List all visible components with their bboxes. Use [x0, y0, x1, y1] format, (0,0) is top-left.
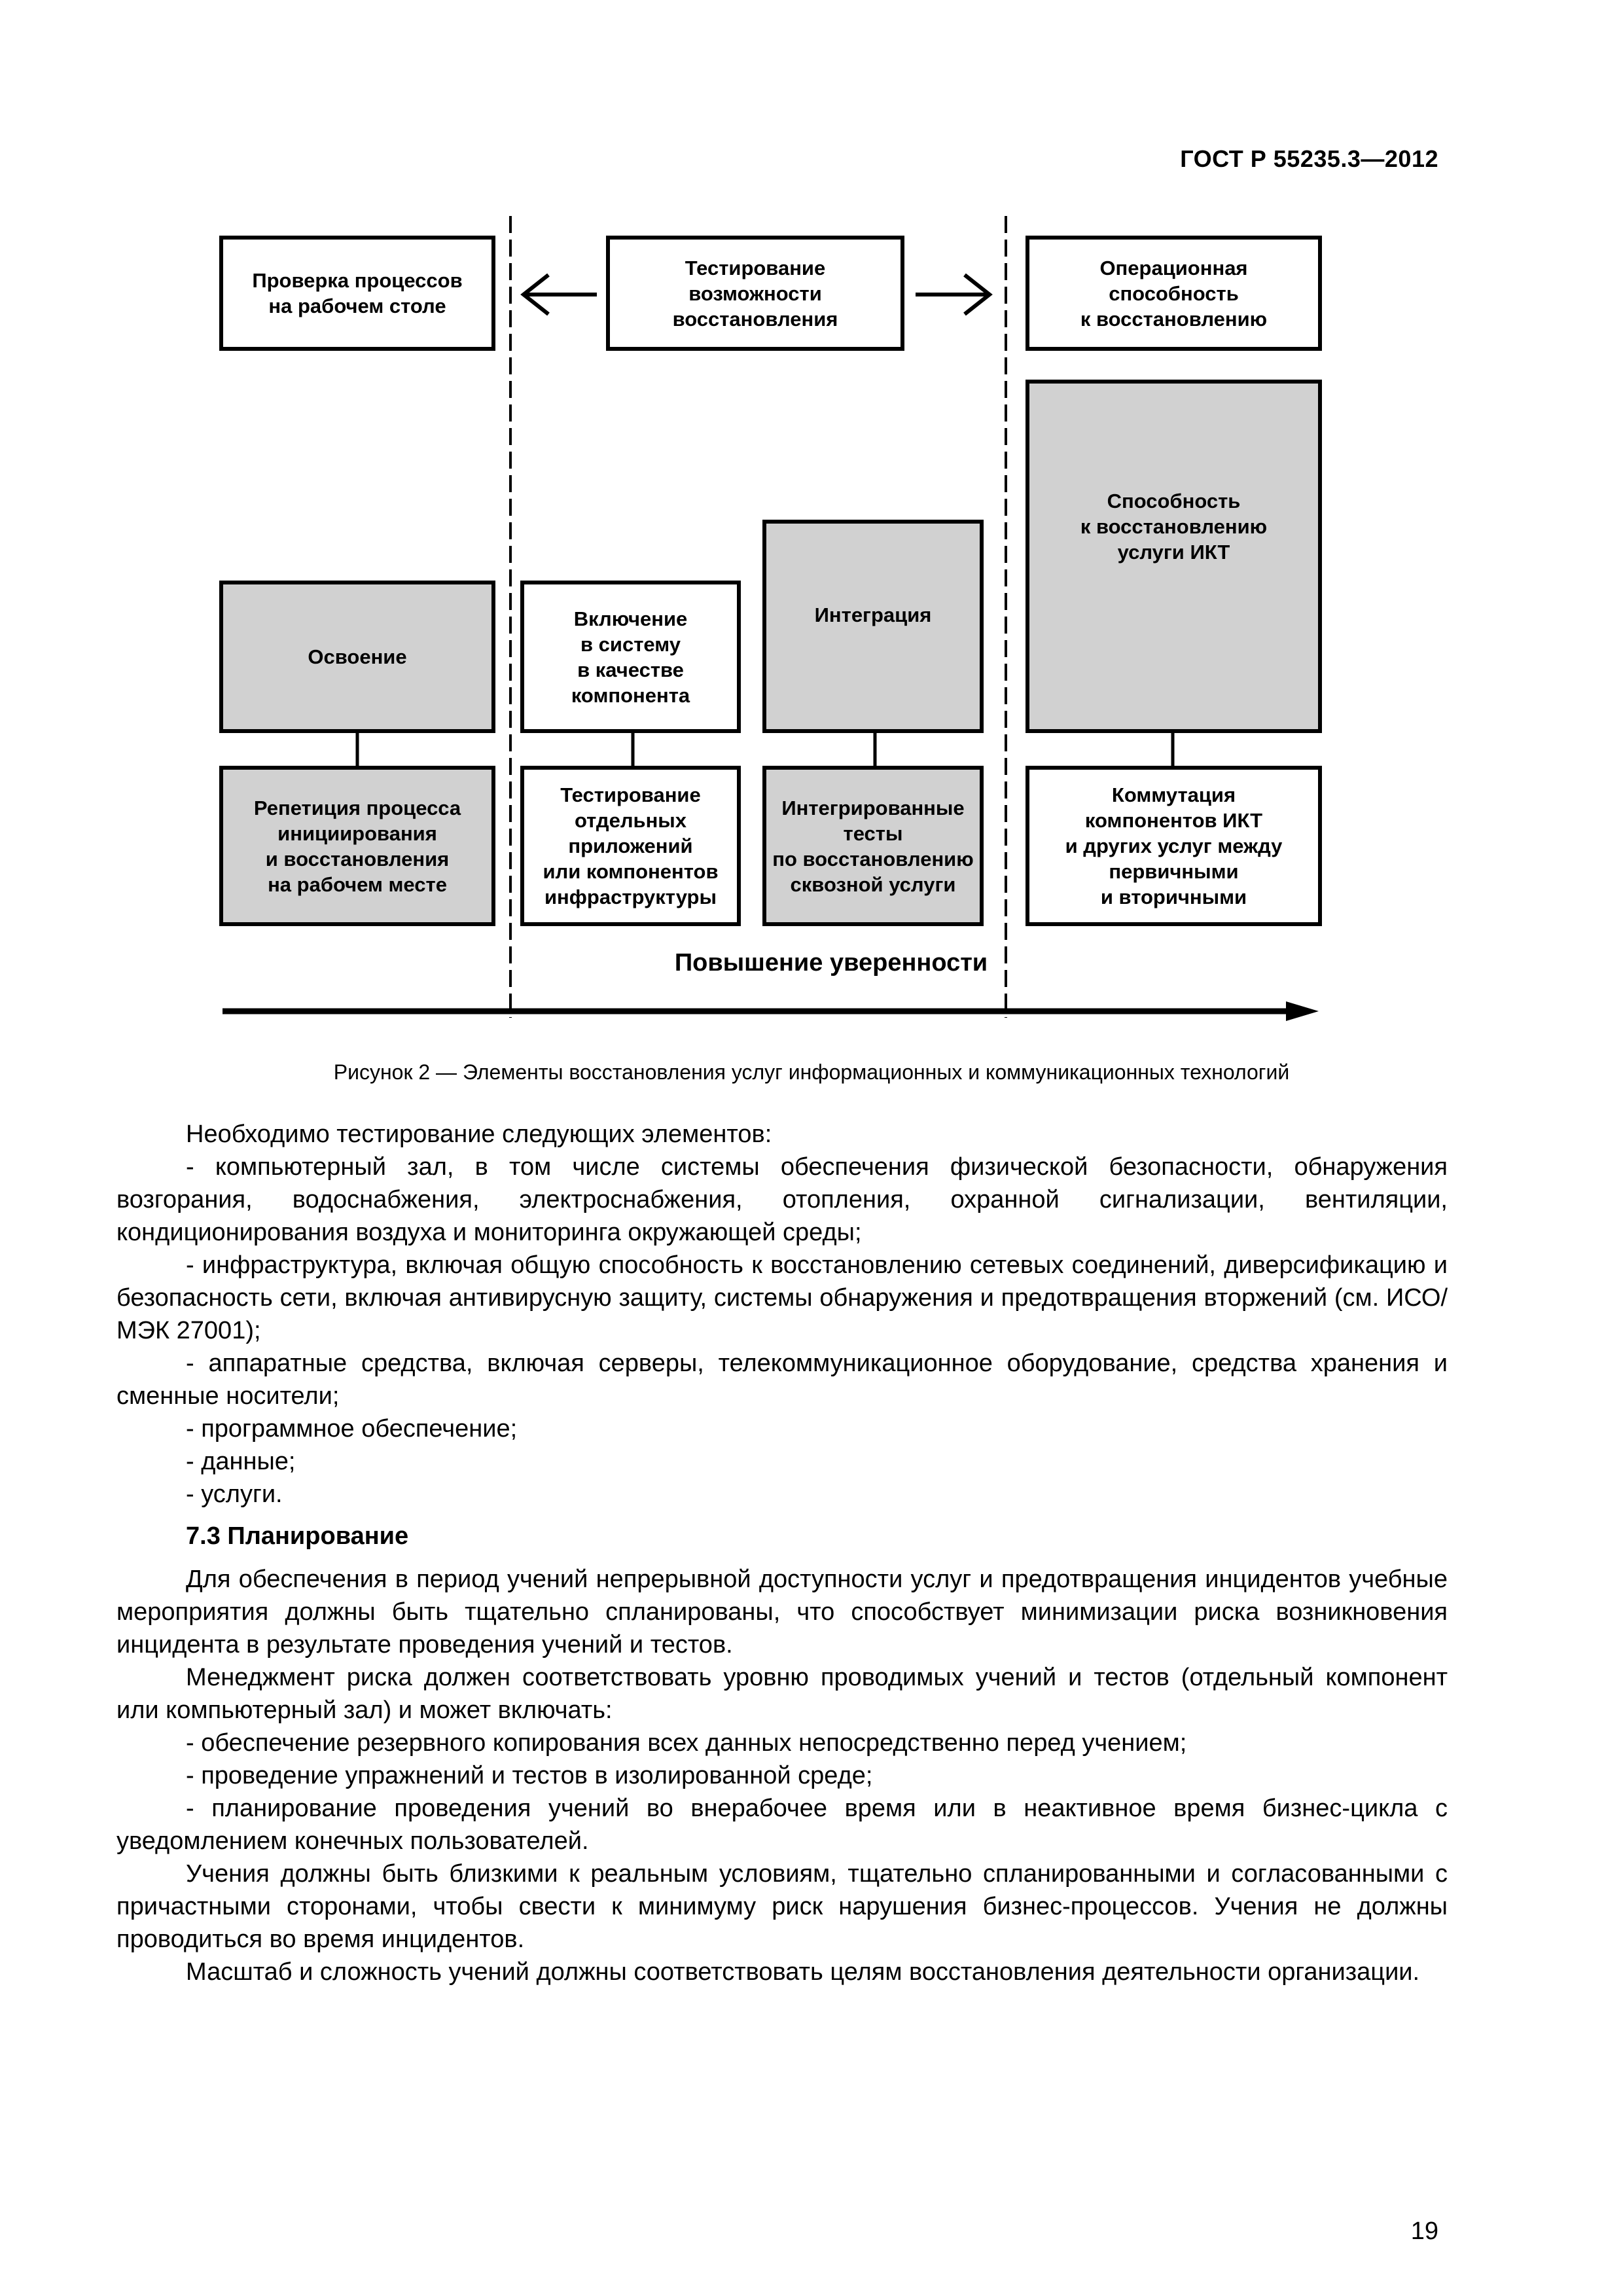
list-item: - проведение упражнений и тестов в изолированной среде; [186, 1762, 873, 1789]
box-mastering: Освоение [219, 581, 495, 733]
axis-label: Повышение уверенности [674, 949, 988, 977]
document-header: ГОСТ Р 55235.3—2012 [1180, 145, 1438, 172]
box-ict-capability: Способность к восстановлению услуги ИКТ [1026, 380, 1322, 733]
list-item: - компьютерный зал, в том числе системы обеспечения физической безопасности, обнаружения возгорания, водоснабжения, электроснабжения, отопления, охранной сигнализации, вентиляции, кондиционирования воздуха и мониторинга окружающей среды; [116, 1153, 1448, 1246]
box-rehearsal: Репетиция процесса инициирования и восстановления на рабочем месте [219, 766, 495, 926]
box-operational-capability: Операционная способность к восстановлению [1026, 236, 1322, 351]
list-item: - программное обеспечение; [186, 1415, 518, 1443]
box-integration: Интеграция [762, 520, 984, 733]
list-item: - данные; [186, 1448, 296, 1475]
box-integrated-tests: Интегрированные тесты по восстановлению сквозной услуги [762, 766, 984, 926]
list-item: - инфраструктура, включая общую способность к восстановлению сетевых соединений, диверсификацию и безопасность сети, включая антивирусную защиту, системы обнаружения и предотвращения вторжений (см. ИСО/МЭК 27001); [116, 1251, 1448, 1344]
figure-caption: Рисунок 2 — Элементы восстановления услуг информационных и коммуникационных технологий [333, 1060, 1290, 1084]
box-component-testing: Тестирование отдельных приложений или компонентов инфраструктуры [520, 766, 741, 926]
paragraph: Учения должны быть близкими к реальным условиям, тщательно спланированными и согласованными с причастными сторонами, чтобы свести к минимуму риск нарушения бизнес-процессов. Учения не должны проводиться во время инцидентов. [116, 1860, 1448, 1953]
list-item: - аппаратные средства, включая серверы, телекоммуникационное оборудование, средства хранения и сменные носители; [116, 1350, 1448, 1410]
box-desk-check: Проверка процессов на рабочем столе [219, 236, 495, 351]
list-item: - обеспечение резервного копирования всех данных непосредственно перед учением; [186, 1729, 1187, 1757]
page-number: 19 [1410, 2217, 1438, 2245]
list-item: - планирование проведения учений во внерабочее время или в неактивное время бизнес-цикла с уведомлением конечных пользователей. [116, 1795, 1448, 1855]
paragraph: Для обеспечения в период учений непрерывной доступности услуг и предотвращения инцидентов учебные мероприятия должны быть тщательно спланированы, что способствует минимизации риска возникновения инцидента в результате проведения учений и тестов. [116, 1566, 1448, 1659]
intro-paragraph: Необходимо тестирование следующих элементов: [186, 1121, 772, 1148]
list-item: - услуги. [186, 1480, 283, 1508]
box-inclusion: Включение в систему в качестве компонента [520, 581, 741, 733]
box-recovery-testing: Тестирование возможности восстановления [606, 236, 904, 351]
paragraph: Менеджмент риска должен соответствовать уровню проводимых учений и тестов (отдельный компонент или компьютерный зал) и может включать: [116, 1664, 1448, 1724]
section-title: 7.3 Планирование [186, 1522, 409, 1550]
paragraph: Масштаб и сложность учений должны соответствовать целям восстановления деятельности организации. [186, 1958, 1420, 1986]
body-text [116, 1118, 1448, 1988]
timeline-arrow-head [1286, 1001, 1319, 1021]
box-switching: Коммутация компонентов ИКТ и других услуг между первичными и вторичными [1026, 766, 1322, 926]
